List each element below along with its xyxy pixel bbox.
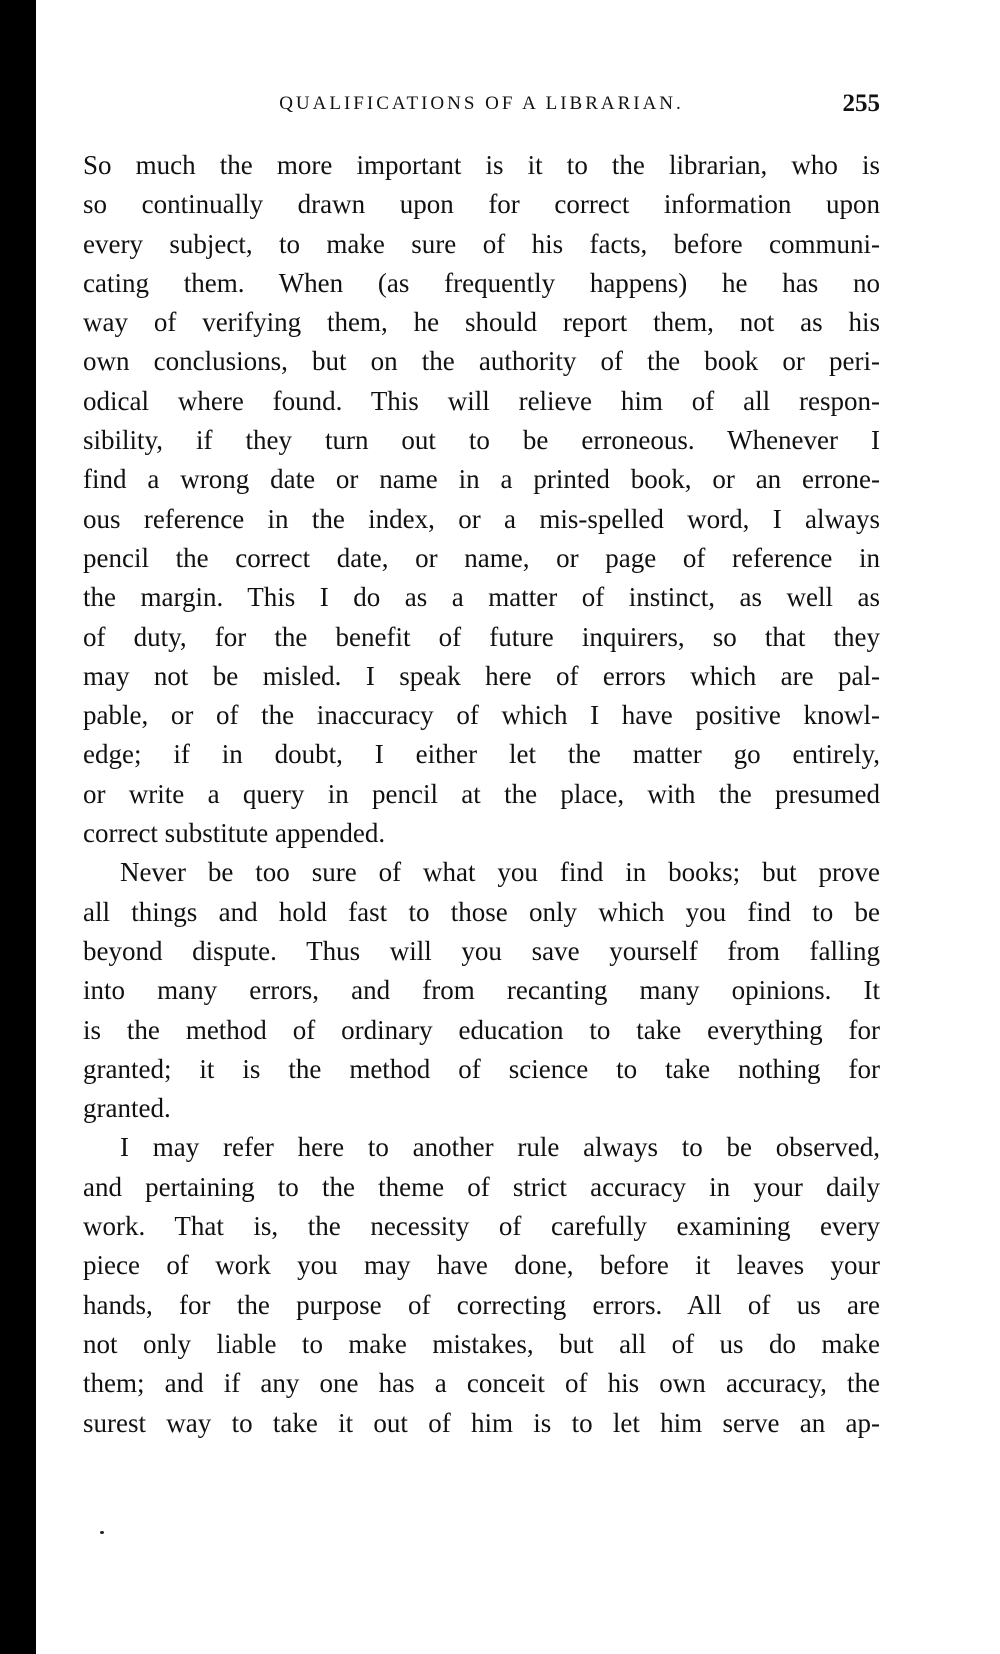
text-line: hands, for the purpose of correcting errors. All of us are [83,1289,880,1320]
running-title: QUALIFICATIONS OF A LIBRARIAN. [279,93,684,114]
paragraph-2 [83,853,880,1128]
text-line: beyond dispute. Thus will you save yourself from falling [83,935,880,966]
text-line: cating them. When (as frequently happens) he has no [83,267,880,298]
text-line: own conclusions, but on the authority of the book or peri- [83,346,880,377]
text-line: I may refer here to another rule always to be observed, [120,1132,880,1163]
scan-edge-shadow [0,0,36,1654]
text-line: granted. [83,1093,171,1124]
text-line: work. That is, the necessity of carefully examining every [83,1211,880,1242]
text-line: not only liable to make mistakes, but all of us do make [83,1328,880,1359]
text-line: into many errors, and from recanting many opinions. It [83,975,880,1006]
text-line: may not be misled. I speak here of errors which are pal- [83,660,880,691]
text-line: is the method of ordinary education to take everything for [83,1014,880,1045]
text-line: ous reference in the index, or a mis-spelled word, I always [83,503,880,534]
text-line: piece of work you may have done, before it leaves your [83,1250,880,1281]
book-page [83,86,880,1443]
text-line: pencil the correct date, or name, or page of reference in [83,542,880,573]
text-line: or write a query in pencil at the place, with the presumed [83,778,880,809]
text-line: find a wrong date or name in a printed book, or an errone- [83,464,880,495]
text-line: and pertaining to the theme of strict accuracy in your daily [83,1171,880,1202]
paragraph-1 [83,146,880,853]
text-line: pable, or of the inaccuracy of which I have positive knowl- [83,700,880,731]
text-line: so continually drawn upon for correct information upon [83,189,880,220]
ink-speck [100,1531,104,1534]
text-line: odical where found. This will relieve him of all respon- [83,385,880,416]
text-line: edge; if in doubt, I either let the matter go entirely, [83,739,880,770]
text-line: of duty, for the benefit of future inquirers, so that they [83,621,880,652]
text-line: granted; it is the method of science to take nothing for [83,1053,880,1084]
text-line: way of verifying them, he should report them, not as his [83,307,880,338]
running-head [83,86,880,126]
page-number: 255 [842,90,880,117]
text-line: So much the more important is it to the librarian, who is [83,150,880,180]
paragraph-3 [83,1128,880,1442]
text-line: Never be too sure of what you find in books; but prove [120,857,880,888]
text-line: correct substitute appended. [83,818,386,849]
text-line: surest way to take it out of him is to let him serve an ap- [83,1407,880,1438]
text-line: every subject, to make sure of his facts, before communi- [83,228,880,259]
text-line: them; and if any one has a conceit of his own accuracy, the [83,1368,880,1399]
text-line: sibility, if they turn out to be erroneous. Whenever I [83,425,880,456]
text-line: all things and hold fast to those only which you find to be [83,896,880,927]
text-line: the margin. This I do as a matter of instinct, as well as [83,582,880,613]
body-text [83,146,880,1443]
